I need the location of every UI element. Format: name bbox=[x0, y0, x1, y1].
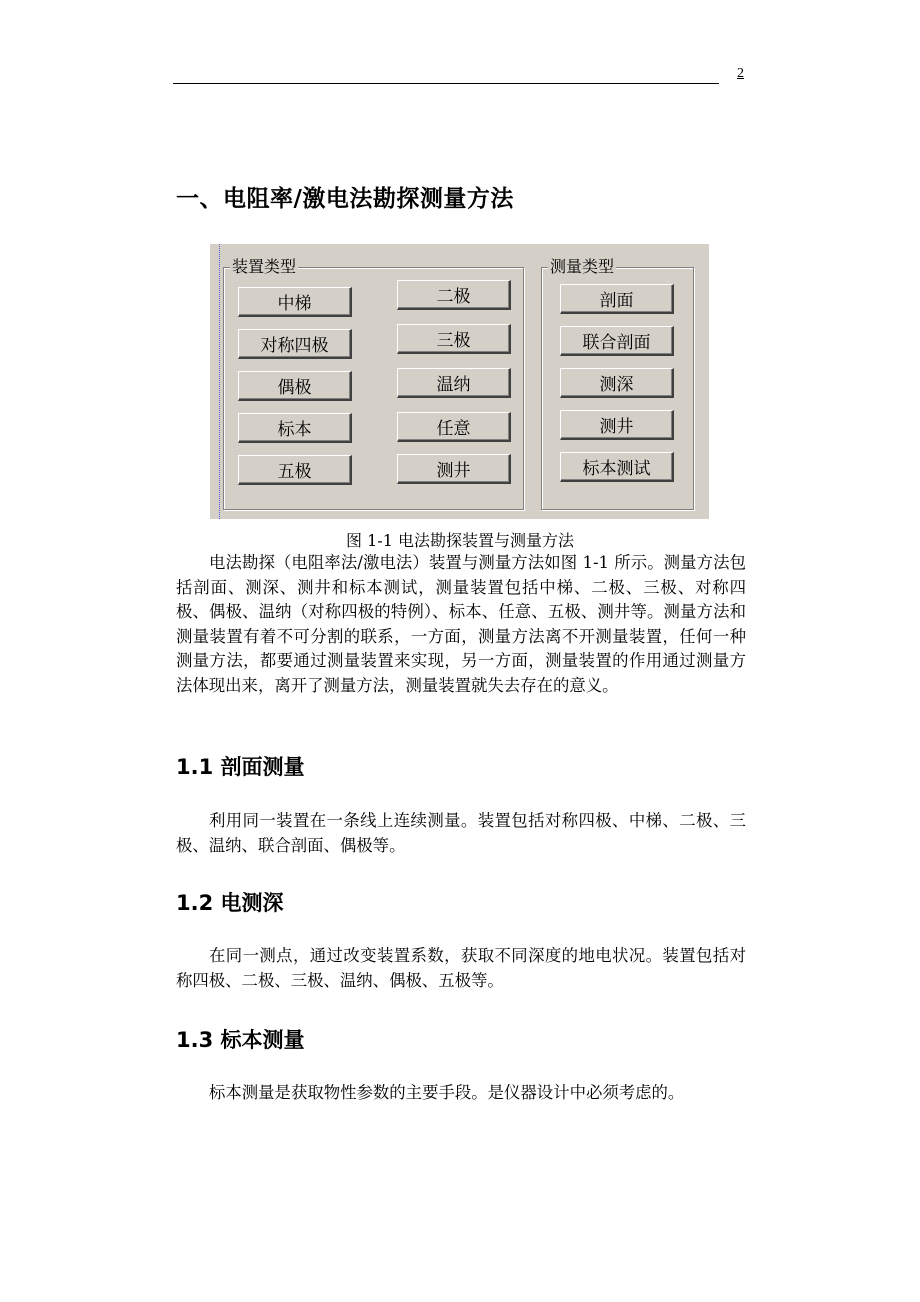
figure-dialog bbox=[210, 244, 709, 519]
header-rule bbox=[173, 83, 719, 84]
measure-type-label: 测量类型 bbox=[550, 257, 615, 276]
device-button-zhongti[interactable]: 中梯 bbox=[238, 287, 352, 317]
intro-paragraph: 电法勘探（电阻率法/激电法）装置与测量方法如图 1-1 所示。测量方法包括剖面、测深、测井和标本测试，测量装置包括中梯、二极、三极、对称四极、偶极、温纳（对称四极的特例）、标本、任意、五极、测井等。测量方法和测量装置有着不可分割的联系，一方面，测量方法离不开测量装置，任何一种测量方法，都要通过测量装置来实现，另一方面，测量装置的作用通过测量方法体现出来，离开了测量方法，测量装置就失去存在的意义。 bbox=[176, 553, 746, 695]
page-number: 2 bbox=[737, 66, 744, 81]
method-button-specimen-test[interactable]: 标本测试 bbox=[560, 452, 674, 482]
subsection-body-specimen: 标本测量是获取物性参数的主要手段。是仪器设计中必须考虑的。 bbox=[209, 1083, 685, 1102]
dotted-guide bbox=[219, 244, 220, 519]
subsection-heading-specimen: 1.3 标本测量 bbox=[176, 1028, 305, 1052]
device-button-dipole[interactable]: 偶极 bbox=[238, 371, 352, 401]
device-button-arbitrary[interactable]: 任意 bbox=[397, 412, 511, 442]
method-button-sounding[interactable]: 测深 bbox=[560, 368, 674, 398]
device-button-specimen[interactable]: 标本 bbox=[238, 413, 352, 443]
section-title: 一、电阻率/激电法勘探测量方法 bbox=[176, 186, 514, 212]
method-button-logging[interactable]: 测井 bbox=[560, 410, 674, 440]
device-button-logging[interactable]: 测井 bbox=[397, 454, 511, 484]
subsection-heading-profile: 1.1 剖面测量 bbox=[176, 755, 305, 779]
device-button-pole-pole[interactable]: 二极 bbox=[397, 280, 511, 310]
device-type-label: 装置类型 bbox=[232, 257, 297, 276]
method-button-combined-profile[interactable]: 联合剖面 bbox=[560, 326, 674, 356]
figure-caption: 图 1-1 电法勘探装置与测量方法 bbox=[346, 531, 574, 550]
subsection-body-sounding: 在同一测点，通过改变装置系数，获取不同深度的地电状况。装置包括对称四极、二极、三极、温纳、偶极、五极等。 bbox=[176, 946, 746, 990]
subsection-body-profile: 利用同一装置在一条线上连续测量。装置包括对称四极、中梯、二极、三极、温纳、联合剖面、偶极等。 bbox=[176, 811, 746, 855]
device-button-pentapole[interactable]: 五极 bbox=[238, 455, 352, 485]
subsection-heading-sounding: 1.2 电测深 bbox=[176, 891, 284, 915]
method-button-profile[interactable]: 剖面 bbox=[560, 284, 674, 314]
device-button-symmetric-quadrupole[interactable]: 对称四极 bbox=[238, 329, 352, 359]
device-button-wenner[interactable]: 温纳 bbox=[397, 368, 511, 398]
device-button-pole-dipole[interactable]: 三极 bbox=[397, 324, 511, 354]
